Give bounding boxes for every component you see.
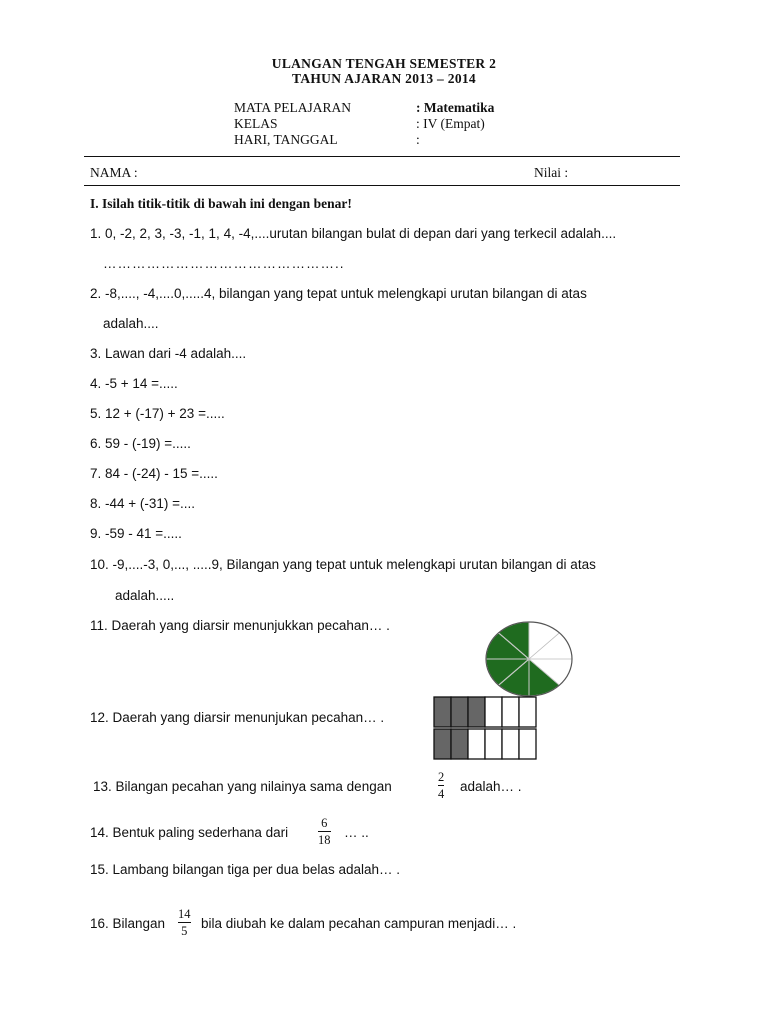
fraction-q13-den: 4 [438,787,445,801]
section-heading: I. Isilah titik-titik di bawah ini dengan benar! [90,196,352,211]
grid-cell-empty [502,729,519,759]
exam-title: ULANGAN TENGAH SEMESTER 2 [271,56,497,71]
grid-cell-empty [485,729,502,759]
question-16-end: bila diubah ke dalam pecahan campuran menjadi… . [201,916,517,931]
question-1-blank: ………………………………………….. [103,256,345,271]
question-1: 1. 0, -2, 2, 3, -3, -1, 1, 4, -4,....urutan bilangan bulat di depan dari yang terkecil adalah.... [90,226,617,241]
score-label: Nilai : [534,165,569,180]
shaded-circle-figure [484,620,574,700]
question-7: 7. 84 - (-24) - 15 =..... [90,466,218,481]
shaded-grid-figure [433,696,537,760]
grid-cell-shaded [451,697,468,727]
grid-cell-shaded [434,697,451,727]
question-12: 12. Daerah yang diarsir menunjukan pecahan… . [90,710,385,725]
question-14: 14. Bentuk paling sederhana dari [90,825,289,840]
fraction-q16-num: 14 [178,907,191,921]
grid-cell-shaded [468,697,485,727]
fraction-q14 [318,816,331,847]
divider-bottom [84,185,680,186]
grid-cell-empty [519,697,536,727]
grid-cell-empty [468,729,485,759]
question-15: 15. Lambang bilangan tiga per dua belas adalah… . [90,862,400,877]
fraction-q16 [178,907,191,938]
fraction-q13 [438,770,444,801]
meta-label-class: KELAS [234,116,278,131]
question-4: 4. -5 + 14 =..... [90,376,178,391]
fraction-q14-den: 18 [318,833,331,847]
question-11: 11. Daerah yang diarsir menunjukkan pecahan… . [90,618,390,633]
question-6: 6. 59 - (-19) =..... [90,436,191,451]
fraction-q16-den: 5 [181,924,188,938]
name-label: NAMA : [90,165,138,180]
question-14-end: … .. [344,825,369,840]
meta-label-date: HARI, TANGGAL [234,132,338,147]
question-8: 8. -44 + (-31) =.... [90,496,196,511]
question-2: 2. -8,...., -4,....0,.....4, bilangan yang tepat untuk melengkapi urutan bilangan di atas [90,286,587,301]
question-10: 10. -9,....-3, 0,..., .....9, Bilangan yang tepat untuk melengkapi urutan bilangan di atas [90,557,596,572]
fraction-q13-num: 2 [438,770,445,784]
question-13-end: adalah… . [460,779,522,794]
exam-year: TAHUN AJARAN 2013 – 2014 [292,71,476,86]
meta-value-subject: : Matematika [416,100,495,115]
meta-label-subject: MATA PELAJARAN [234,100,352,115]
fraction-q14-num: 6 [321,816,328,830]
grid-cell-empty [485,697,502,727]
question-10-cont: adalah..... [115,588,175,603]
grid-cell-shaded [434,729,451,759]
question-13: 13. Bilangan pecahan yang nilainya sama dengan [93,779,392,794]
question-5: 5. 12 + (-17) + 23 =..... [90,406,225,421]
question-2-cont: adalah.... [103,316,159,331]
meta-value-date: : [416,132,420,147]
question-16: 16. Bilangan [90,916,166,931]
question-3: 3. Lawan dari -4 adalah.... [90,346,247,361]
grid-cell-empty [502,697,519,727]
divider-top [84,156,680,157]
meta-value-class: : IV (Empat) [416,116,485,131]
grid-cell-empty [519,729,536,759]
question-9: 9. -59 - 41 =..... [90,526,182,541]
grid-cell-shaded [451,729,468,759]
